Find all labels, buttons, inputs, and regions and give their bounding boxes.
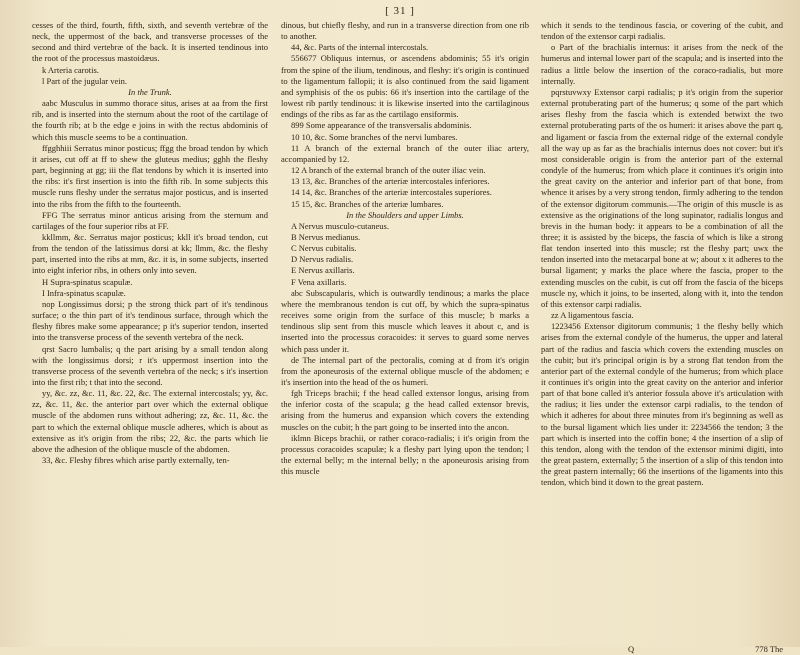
paragraph: iklmn Biceps brachii, or rather coraco-radialis; i it's origin from the processus coracoides scapulæ; k a fleshy part lying upon the tendon; l the external belly; m the internal belly; n the aponeurosis arising from this muscle <box>281 432 529 477</box>
paragraph: F Vena axillaris. <box>291 276 347 287</box>
paragraph: A Nervus musculo-cutaneus. <box>291 220 389 231</box>
paragraph: 12 A branch of the external branch of the outer iliac vein. <box>291 165 486 176</box>
text-column-right <box>541 20 783 633</box>
paragraph: aabc Musculus in summo thorace situs, arises at aa from the first rib, and is inserted into the sternum about the root of the cartilage of the fourth rib; at b the edge e joins in with the rectus abdominis of which this muscle seems to be a continuation. <box>32 98 268 142</box>
paragraph: I Infra-spinatus scapulæ. <box>42 287 126 298</box>
paragraph: 44, &c. Parts of the internal intercostals. <box>291 42 429 53</box>
paragraph: k Arteria carotis. <box>42 64 99 75</box>
text-column-middle <box>281 20 529 633</box>
catchword: 778 The <box>755 644 783 654</box>
paragraph: o Part of the brachialis internus: it arises from the neck of the humerus and internal lower part of the scapula; and is inserted into the radius a little below the insertion of the coraco-radialis, but more internally. <box>541 42 783 86</box>
paragraph: 1223456 Extensor digitorum communis; 1 the fleshy belly which arises from the external condyle of the humerus, the upper and lateral part of the radius and fascia which covers the extending muscles on the cubit; but it's principal origin is by a strong flat tendon from the anterior part of the external condyle of the humerus; from which place it continues it's origin into the great cavity on the anterior and inferior part of that bone called it's anterior fossula above it's articulation with the radius; it lies under the extensor carpi radialis, to the tendon of which it adheres for about three minutes from it's beginning as well as to the bursal ligament which lies under it: 2234566 the tendon; 3 the part which is inserted into the coffin bone; 4 the insertion of a slip of this tendon, along with the tendon of the extensor minimi digiti, into the great pastern, externally; 5 the insertion of a slip of this tendon into the great pastern internally; 66 the insertions of the ligaments into this tendon, which bind it down to the great pastern. <box>541 321 783 488</box>
paragraph: kkllmm, &c. Serratus major posticus; kkll it's broad tendon, cut from the tendon of the latissimus dorsi at kk; llmm, &c. the fleshy part, inserted into the ribs at mm, &c. it is, in some subjects, inserted into eight inferior ribs, in others only into seven. <box>32 231 268 276</box>
paragraph: 14 14, &c. Branches of the arteriæ intercostales superiores. <box>291 187 492 198</box>
text-column-left <box>32 20 268 633</box>
paragraph: cesses of the third, fourth, fifth, sixth, and seventh vertebræ of the neck, the uppermost of the back, and transverse processes of the second and third vertebræ of the back. It is inserted tendinous into the root of the processus mastoidæus. <box>32 20 268 64</box>
paragraph: nop Longissimus dorsi; p the strong thick part of it's tendinous surface; o the thin part of it's tendinous surface, through which the fleshy fibres make some appearance; p it's superior tendon, inserted into the transverse process of the seventh vertebra of the neck. <box>32 298 268 343</box>
paragraph: D Nervus radialis. <box>291 254 354 265</box>
paragraph: 15 15, &c. Branches of the arteriæ lumbares. <box>291 198 444 209</box>
page-number: [ 31 ] <box>385 5 415 17</box>
paragraph: ffgghhiii Serratus minor posticus; ffgg the broad tendon by which it arises, cut off at ff to shew the gluteus medius; gghh the fleshy part, beginning at gg; iii the flat tendons by which it is inserted into the ribs: it's first insertion is into the fifth rib. In some subjects this muscle runs fleshy under the serratus major posticus, and is inserted into the ribs from the fifth to the fourteenth. <box>32 142 268 209</box>
signature-mark: Q <box>628 644 635 654</box>
paragraph: abc Subscapularis, which is outwardly tendinous; a marks the place where the membranous tendon is cut off, by which the supra-spinatus receives some origin from the surface of this muscle; b marks a tendinous slip sent from this muscle which leaves it about c, and is inserted into the processus coracoides: it serves to guard some nerves which pass under it. <box>281 287 529 354</box>
section-heading: In the Shoulders and upper Limbs. <box>346 209 464 220</box>
paragraph: 33, &c. Fleshy fibres which arise partly externally, ten- <box>42 455 230 466</box>
paragraph: 556677 Obliquus internus, or ascendens abdominis; 55 it's origin from the spine of the ilium, tendinous, and fleshy: it's origin is continued to the ligamentum fallopii; it is also continued from the said ligament and symphisis of the os pubis: 66 it's insertion into the cartilage of the lowest rib partly tendinous: it is likewise inserted into the cartilaginous endings of the ribs as far as the cartilago ensiformis. <box>281 53 529 120</box>
paragraph: E Nervus axillaris. <box>291 265 355 276</box>
paragraph: yy, &c. zz, &c. 11, &c. 22, &c. The external intercostals; yy, &c. zz, &c. 11, &c. the anterior part over which the external oblique muscle of the abdomen runs without adhering; zz, &c. 11, &c. the part to which the external oblique muscle adheres, which is about as extensive as it's origin from the ribs; 22, &c. the parts which lie above the adhesion of the oblique muscle of the abdomen. <box>32 388 268 454</box>
paragraph: FFG The serratus minor anticus arising from the sternum and cartilages of the four superior ribs at FF. <box>32 209 268 231</box>
paragraph: H Supra-spinatus scapulæ. <box>42 276 133 287</box>
paragraph: pqrstuvwxy Extensor carpi radialis; p it's origin from the superior external protuberating part of the humerus; q some of the part which arises fleshy from the fascia which is extended betwixt the two external protuberating parts of the os humeri: it arises above the part q, and ligament or fascia from the external ridge of the external condyle all the way up as far as the brachialis internus does not cover: but it's most considerable origin is from the anterior part of the external condyle of the humerus; from which place it continues it's origin into the great cavity on the anterior and inferior part of that bone, from whence it arises by a very strong tendon, firmly adhering to the tendon of the extensor digitorum communis.—The origin of this muscle is as extensive as the originations of the long supinator, radialis longus and brevis in the human body: it appears to be a combination of all the three; it is assisted by the biceps, the fascia of which is like a strong flat tendon inserted into this muscle; rst the fleshy part; uwx the tendon inserted into the metacarpal bone at w; about x it adheres to the bursal ligament; y marks the place where the fascia, proper to the extending muscles on the cubit, is cut off from the fascia of the biceps muscle ny, which it joins, to be inserted, along with it, into the tendon of this extensor carpi radialis. <box>541 86 783 309</box>
paragraph: fgh Triceps brachii; f the head called extensor longus, arising from the inferior costa of the scapula; g the head called extensor brevis, arising from the humerus and expansion which covers the extending muscles on the cubit; h the part going to be inserted into the ancon. <box>281 388 529 432</box>
paragraph: dinous, but chiefly fleshy, and run in a transverse direction from one rib to another. <box>281 20 529 42</box>
paragraph: B Nervus medianus. <box>291 231 361 242</box>
paragraph: which it sends to the tendinous fascia, or covering of the cubit, and tendon of the extensor carpi radialis. <box>541 20 783 42</box>
paragraph: 899 Some appearance of the transversalis abdominis. <box>291 120 472 131</box>
paragraph: 11 A branch of the external branch of the outer iliac artery, accompanied by 12. <box>281 142 529 164</box>
paragraph: zz A ligamentous fascia. <box>551 310 634 321</box>
paragraph: C Nervus cubitalis. <box>291 243 357 254</box>
paragraph: l Part of the jugular vein. <box>42 75 127 86</box>
paragraph: 13 13, &c. Branches of the arteriæ intercostales inferiores. <box>291 176 490 187</box>
paragraph: 10 10, &c. Some branches of the nervi lumbares. <box>291 131 458 142</box>
paragraph: de The internal part of the pectoralis, coming at d from it's origin from the aponeurosis of the external oblique muscle of the abdomen; e it's insertion into the head of the os humeri. <box>281 354 529 387</box>
paragraph: qrst Sacro lumbalis; q the part arising by a small tendon along with the longissimus dorsi; r it's uppermost insertion into the transverse process of the seventh vertebra of the neck; s it's insertion into the first rib; t that into the second. <box>32 343 268 387</box>
section-heading: In the Trunk. <box>128 86 172 97</box>
